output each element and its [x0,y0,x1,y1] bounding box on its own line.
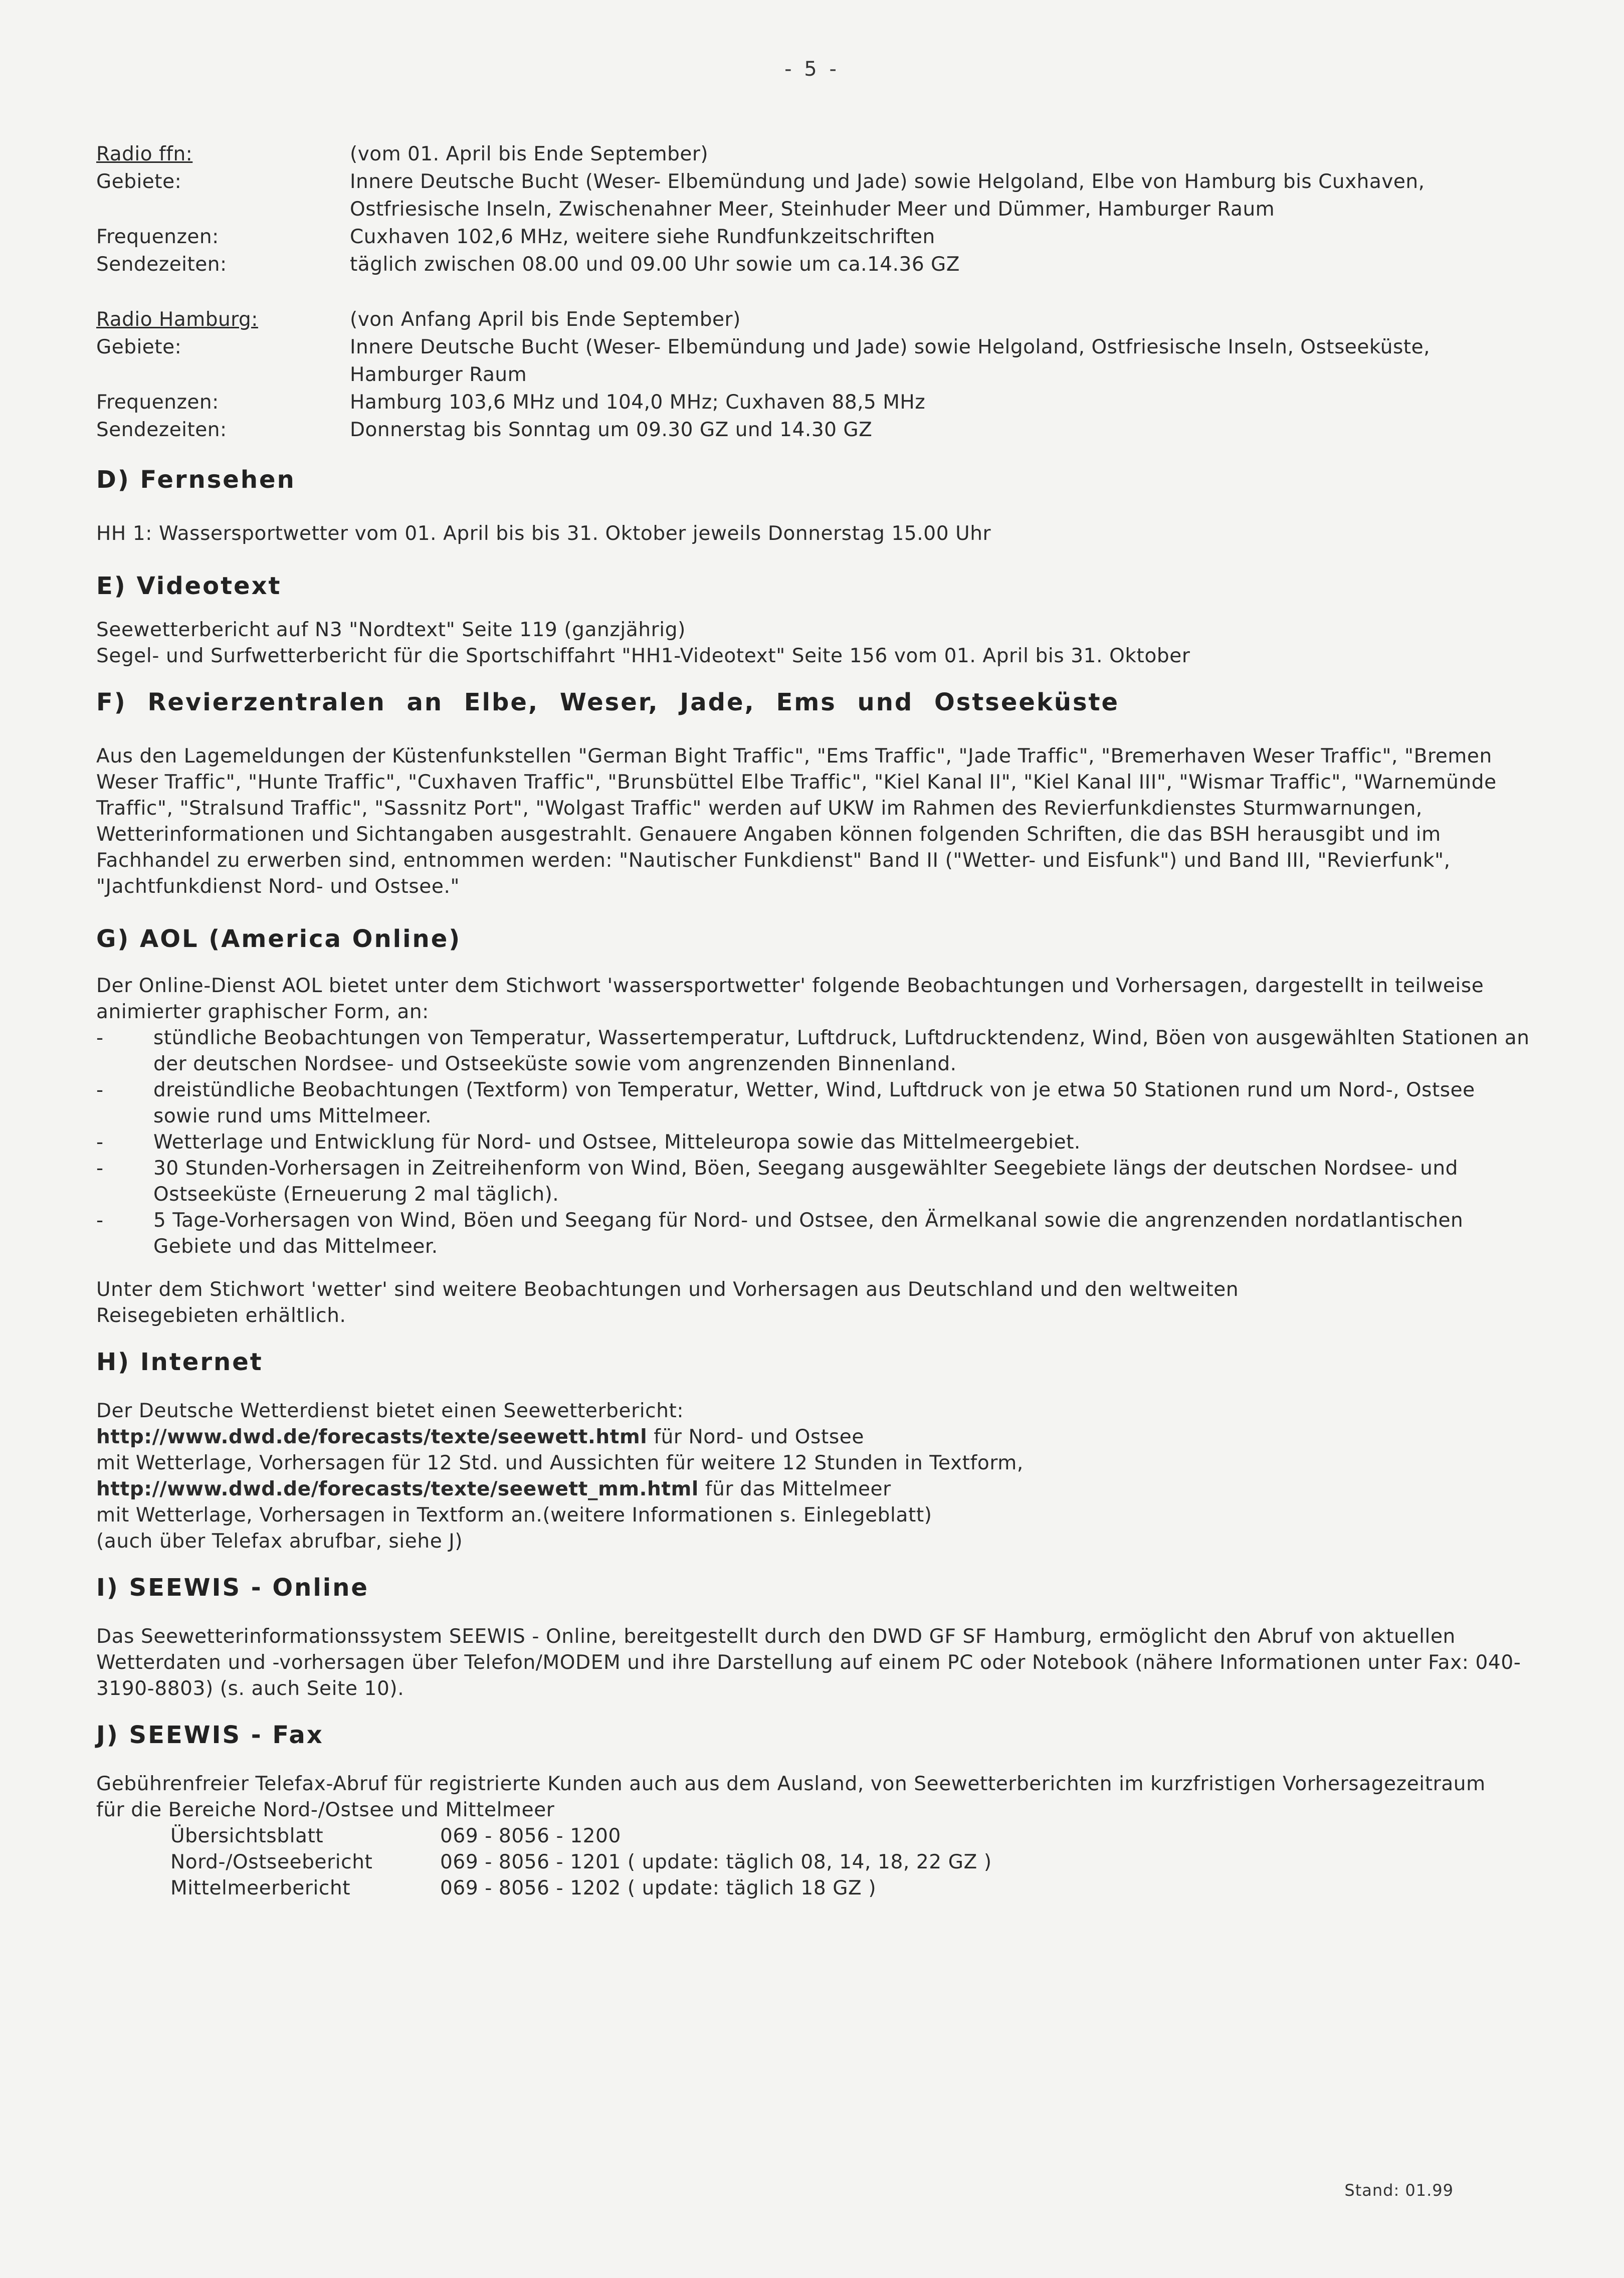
radio-hamburg-value: Donnerstag bis Sonntag um 09.30 GZ und 14.30 GZ [350,419,873,441]
aol-list [96,1025,1535,1260]
internet-url-link[interactable]: http://www.dwd.de/forecasts/texte/seewett.html [96,1426,648,1448]
radio-hamburg-label: Sendezeiten: [96,419,227,441]
aol-intro: Der Online-Dienst AOL bietet unter dem Stichwort 'wassersportwetter' folgende Beobachtungen und Vorhersagen, dargestellt in teilweise animierter graphischer Form, an: [96,975,1484,1023]
fax-entry-name: Übersichtsblatt [170,1825,324,1847]
list-item [96,1077,1535,1129]
radio-hamburg-value: Hamburg 103,6 MHz und 104,0 MHz; Cuxhaven 88,5 MHz [350,391,926,414]
internet-url-link[interactable]: http://www.dwd.de/forecasts/texte/seewett_mm.html [96,1478,699,1500]
radio-ffn-header [96,140,1535,168]
section-heading-videotext: E) Videotext [96,572,282,600]
videotext-line: Segel- und Surfwetterbericht für die Sportschiffahrt "HH1-Videotext" Seite 156 vom 01. April bis 31. Oktober [96,645,1190,667]
page-number: - 5 - [784,58,840,81]
fax-entry [170,1849,1535,1875]
fax-number-list [96,1823,1535,1902]
fax-entry [170,1823,1535,1849]
list-item-text: stündliche Beobachtungen von Temperatur, Wassertemperatur, Luftdruck, Luftdrucktendenz, Wind, Böen von ausgewählten Stationen an der deutschen Nordsee- und Ostseeküste sowie vom angrenzenden Binnenland. [153,1027,1530,1075]
radio-hamburg-value: Innere Deutsche Bucht (Weser- Elbemündung und Jade) sowie Helgoland, Ostfriesische Inseln, Ostseeküste, Hamburger Raum [350,336,1430,386]
fax-entry-name: Nord-/Ostseebericht [170,1851,373,1873]
page-content [96,140,1535,1902]
radio-ffn-row [96,168,1535,223]
aol-outro: Unter dem Stichwort 'wetter' sind weitere Beobachtungen und Vorhersagen aus Deutschland und den weltweiten Reisegebieten erhältlich. [96,1278,1239,1327]
internet-url-line [96,1476,1535,1502]
list-item-text: dreistündliche Beobachtungen (Textform) von Temperatur, Wetter, Wind, Luftdruck von je etwa 50 Stationen rund um Nord-, Ostsee sowie rund ums Mittelmeer. [153,1079,1475,1127]
radio-hamburg-row [96,333,1535,389]
list-item [96,1156,1535,1208]
list-item-text: 5 Tage-Vorhersagen von Wind, Böen und Seegang für Nord- und Ostsee, den Ärmelkanal sowie die angrenzenden nordatlantischen Gebiete und das Mittelmeer. [153,1209,1464,1258]
section-heading-revierzentralen: F) Revierzentralen an Elbe, Weser, Jade, Ems und Ostseeküste [96,688,1120,716]
list-item-text: Wetterlage und Entwicklung für Nord- und Ostsee, Mitteleuropa sowie das Mittelmeergebiet. [153,1131,1081,1154]
radio-hamburg-period: (von Anfang April bis Ende September) [350,308,741,331]
radio-hamburg-section [96,306,1535,444]
radio-hamburg-row [96,389,1535,416]
radio-hamburg-title: Radio Hamburg: [96,308,258,331]
radio-ffn-value: täglich zwischen 08.00 und 09.00 Uhr sowie um ca.14.36 GZ [350,253,960,276]
internet-url-suffix: für Nord- und Ostsee [647,1426,864,1448]
radio-ffn-row [96,251,1535,278]
footer-stand: Stand: 01.99 [1344,2181,1454,2200]
internet-line: mit Wetterlage, Vorhersagen in Textform an.(weitere Informationen s. Einlegeblatt) [96,1504,932,1527]
radio-ffn-value: Cuxhaven 102,6 MHz, weitere siehe Rundfunkzeitschriften [350,226,935,248]
seewis-fax-intro: für die Bereiche Nord-/Ostsee und Mittelmeer [96,1799,555,1821]
internet-line: mit Wetterlage, Vorhersagen für 12 Std. und Aussichten für weitere 12 Stunden in Textform, [96,1452,1024,1474]
list-dash: - [96,1157,104,1180]
radio-ffn-title: Radio ffn: [96,143,193,165]
fax-entry [170,1875,1535,1902]
section-heading-internet: H) Internet [96,1348,263,1376]
internet-url-suffix: für das Mittelmeer [698,1478,891,1500]
list-item [96,1208,1535,1260]
radio-ffn-label: Frequenzen: [96,226,219,248]
fax-entry-number: 069 - 8056 - 1201 ( update: täglich 08, 14, 18, 22 GZ ) [440,1851,992,1873]
internet-line: (auch über Telefax abrufbar, siehe J) [96,1530,463,1553]
radio-ffn-label: Gebiete: [96,170,182,193]
list-dash: - [96,1209,104,1232]
radio-ffn-value: Innere Deutsche Bucht (Weser- Elbemündung und Jade) sowie Helgoland, Elbe von Hamburg bis Cuxhaven, Ostfriesische Inseln, Zwischenahner Meer, Steinhuder Meer und Dümmer, Hamburger Raum [350,170,1425,221]
internet-line: Der Deutsche Wetterdienst bietet einen Seewetterbericht: [96,1400,684,1422]
section-heading-seewis-fax: J) SEEWIS - Fax [96,1721,324,1749]
list-dash: - [96,1131,104,1154]
fax-entry-number: 069 - 8056 - 1200 [440,1825,621,1847]
section-heading-fernsehen: D) Fernsehen [96,466,296,494]
radio-hamburg-header [96,306,1535,333]
section-heading-seewis-online: I) SEEWIS - Online [96,1574,369,1602]
radio-hamburg-label: Frequenzen: [96,391,219,414]
list-dash: - [96,1079,104,1101]
section-heading-aol: G) AOL (America Online) [96,925,462,953]
radio-hamburg-label: Gebiete: [96,336,182,358]
radio-ffn-period: (vom 01. April bis Ende September) [350,143,709,165]
fax-entry-name: Mittelmeerbericht [170,1877,351,1900]
list-item [96,1129,1535,1156]
seewis-online-text: Das Seewetterinformationssystem SEEWIS - Online, bereitgestellt durch den DWD GF SF Hamburg, ermöglicht den Abruf von aktuellen Wetterdaten und -vorhersagen über Telefon/MODEM und ihre Darstellung auf einem PC oder Notebook (nähere Informationen unter Fax: 040-3190-8803) (s. auch Seite 10). [96,1625,1521,1700]
fax-entry-number: 069 - 8056 - 1202 ( update: täglich 18 GZ ) [440,1877,877,1900]
radio-hamburg-row [96,416,1535,444]
radio-ffn-label: Sendezeiten: [96,253,227,276]
radio-ffn-section [96,140,1535,278]
revierzentralen-text: Aus den Lagemeldungen der Küstenfunkstellen "German Bight Traffic", "Ems Traffic", "Jade Traffic", "Bremerhaven Weser Traffic", "Bremen Weser Traffic", "Hunte Traffic", "Cuxhaven Traffic", "Brunsbüttel Elbe Traffic", "Kiel Kanal II", "Kiel Kanal III", "Wismar Traffic", "Warnemünde Traffic", "Stralsund Traffic", "Sassnitz Port", "Wolgast Traffic" werden auf UKW im Rahmen des Revierfunkdienstes Sturmwarnungen, Wetterinformationen und Sichtangaben ausgestrahlt. Genauere Angaben können folgenden Schriften, die das BSH herausgibt und im Fachhandel zu erwerben sind, entnommen werden: "Nautischer Funkdienst" Band II ("Wetter- und Eisfunk") und Band III, "Revierfunk", "Jachtfunkdienst Nord- und Ostsee." [96,745,1497,898]
internet-url-line [96,1424,1535,1450]
videotext-line: Seewetterbericht auf N3 "Nordtext" Seite 119 (ganzjährig) [96,619,686,641]
list-item [96,1025,1535,1077]
fernsehen-text: HH 1: Wassersportwetter vom 01. April bis bis 31. Oktober jeweils Donnerstag 15.00 Uhr [96,522,991,545]
list-dash: - [96,1027,104,1049]
radio-ffn-row [96,223,1535,251]
seewis-fax-intro: Gebührenfreier Telefax-Abruf für registrierte Kunden auch aus dem Ausland, von Seewetterberichten im kurzfristigen Vorhersagezeitraum [96,1773,1486,1795]
list-item-text: 30 Stunden-Vorhersagen in Zeitreihenform von Wind, Böen, Seegang ausgewählter Seegebiete längs der deutschen Nordsee- und Ostseeküste (Erneuerung 2 mal täglich). [153,1157,1458,1206]
